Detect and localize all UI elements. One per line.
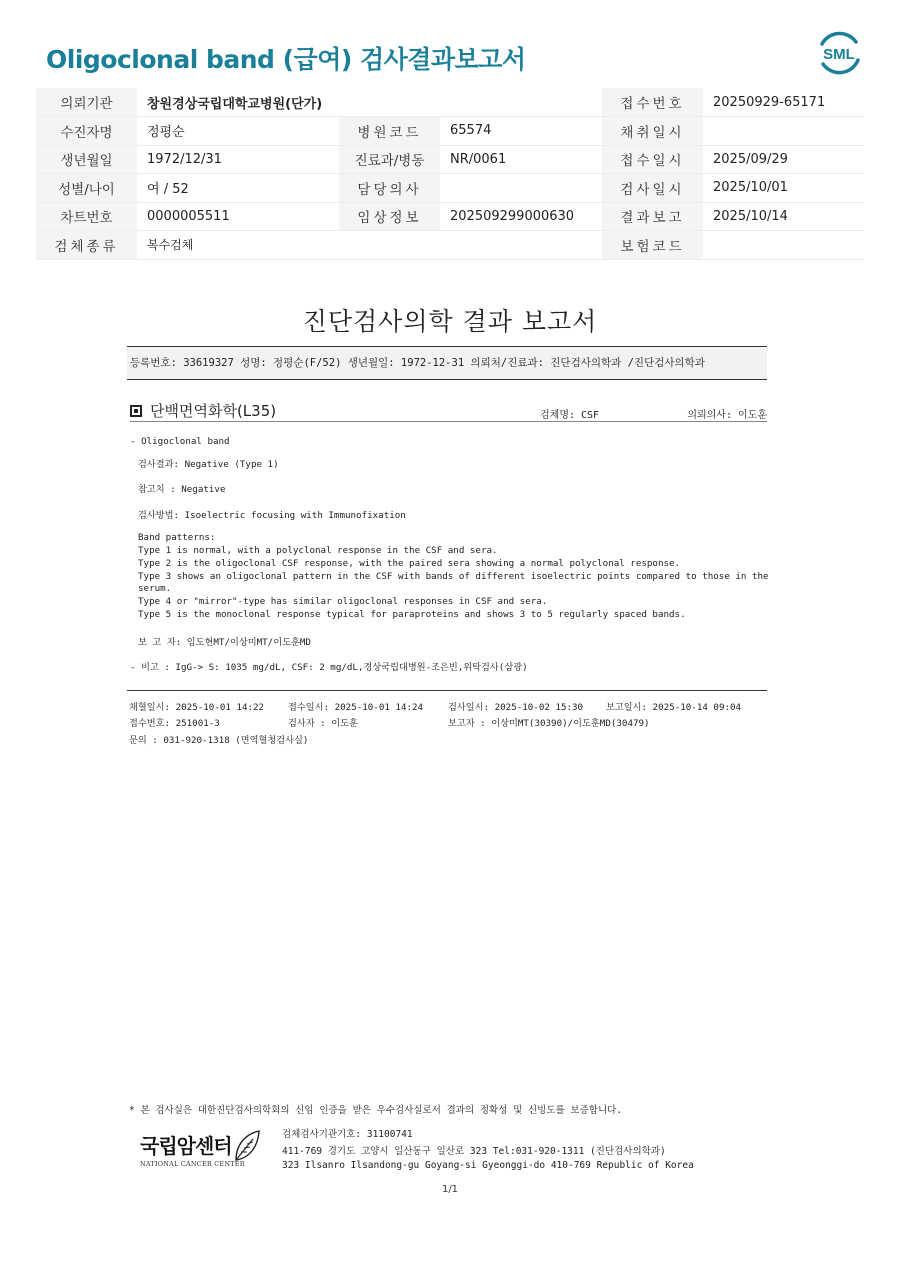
nca-logo	[140, 1130, 245, 1168]
birth-label: 생년월일	[36, 145, 137, 174]
hospital-code-value: 65574	[440, 117, 602, 146]
test-date-label: 검사일시	[602, 174, 703, 203]
dept-value: NR/0061	[440, 145, 602, 174]
note-line: - 비고 : IgG-> S: 1035 mg/dL, CSF: 2 mg/dL,경상국립대병원-조은빈,위탁검사(삼광)	[130, 662, 528, 673]
doctor-value	[440, 174, 602, 203]
band-pattern-line: Type 1 is normal, with a polyclonal response in the CSF and sera.	[138, 545, 498, 556]
org-code: 검체검사기관기호: 31100741	[282, 1129, 413, 1140]
certification-note: * 본 검사실은 대한진단검사의학회의 신임 인증을 받은 우수검사실로서 결과의 정확성 및 신빙도를 보증합니다.	[129, 1105, 623, 1116]
test-time: 검사일시: 2025-10-02 15:30	[448, 702, 584, 713]
sex-age-value: 여 / 52	[137, 174, 339, 203]
table-row	[36, 145, 864, 174]
band-pattern-line: Type 5 is the monoclonal response typical for paraproteins and shows 3 to 5 regularly spaced bands.	[138, 609, 686, 620]
receipt-number: 접수번호: 251001-3	[129, 718, 220, 729]
patient-label: 수진자명	[36, 117, 137, 146]
receipt-date-label: 접수일시	[602, 145, 703, 174]
test-result: 검사결과: Negative (Type 1)	[138, 459, 279, 470]
band-pattern-line: serum.	[138, 583, 172, 594]
referring-doctor: 의뢰의사: 이도훈	[687, 410, 767, 421]
collection-date-label: 채취일시	[602, 117, 703, 146]
section-header	[130, 400, 767, 422]
table-row	[36, 117, 864, 146]
receipt-time: 접수일시: 2025-10-01 14:24	[288, 702, 424, 713]
specimen-name: 검체명: CSF	[540, 410, 600, 421]
doctor-label: 담당의사	[339, 174, 440, 203]
clinical-value: 202509299000630	[440, 202, 602, 231]
sml-logo	[814, 28, 864, 78]
page-number: 1/1	[441, 1184, 459, 1195]
nca-name-en: NATIONAL CANCER CENTER	[140, 1160, 245, 1168]
report-time: 보고일시: 2025-10-14 09:04	[606, 702, 742, 713]
tester: 검사자 : 이도훈	[288, 718, 358, 729]
reporter-line: 보 고 자: 임도현MT/이상미MT/이도훈MD	[138, 637, 311, 648]
contact: 문의 : 031-920-1318 (면역혈청검사실)	[129, 735, 309, 746]
nca-name-kr: 국립암센터	[140, 1134, 232, 1158]
patient-value: 정평순	[137, 117, 339, 146]
table-row	[36, 174, 864, 203]
patient-info-table	[36, 88, 864, 260]
institution-value: 창원경상국립대학교병원(단가)	[137, 88, 602, 117]
reference-value: 참고치 : Negative	[138, 484, 226, 495]
institution-label: 의뢰기관	[36, 88, 137, 117]
report-date-value: 2025/10/14	[703, 202, 864, 231]
band-pattern-line: Type 4 or "mirror"-type has similar oligoclonal responses in CSF and sera.	[138, 596, 548, 607]
divider	[127, 690, 767, 691]
band-pattern-line: Type 2 is the oligoclonal CSF response, with the paired sera showing a normal polyclonal response.	[138, 558, 681, 569]
collection-time: 채혈일시: 2025-10-01 14:22	[129, 702, 265, 713]
band-pattern-line: Band patterns:	[138, 532, 216, 543]
specimen-label: 검체종류	[36, 231, 137, 260]
report-title: 진단검사의학 결과 보고서	[302, 307, 598, 336]
hospital-code-label: 병원코드	[339, 117, 440, 146]
section-title-text: 단백면역화학(L35)	[150, 402, 277, 420]
reporter: 보고자 : 이상미MT(30390)/이도훈MD(30479)	[448, 718, 650, 729]
clinical-label: 임상정보	[339, 202, 440, 231]
sex-age-label: 성별/나이	[36, 174, 137, 203]
receipt-date-value: 2025/09/29	[703, 145, 864, 174]
leaf-icon	[232, 1128, 262, 1164]
collection-date-value	[703, 117, 864, 146]
org-address-en: 323 Ilsanro Ilsandong-gu Goyang-si Gyeonggi-do 410-769 Republic of Korea	[282, 1160, 694, 1171]
specimen-value: 복수검체	[137, 231, 602, 260]
page-title: Oligoclonal band (급여) 검사결과보고서	[46, 45, 526, 74]
birth-value: 1972/12/31	[137, 145, 339, 174]
test-name: - Oligoclonal band	[130, 436, 230, 447]
org-address-kr: 411-769 경기도 고양시 일산동구 일산로 323 Tel:031-920-1311 (진단검사의학과)	[282, 1146, 666, 1157]
insurance-label: 보험코드	[602, 231, 703, 260]
table-row	[36, 231, 864, 260]
report-date-label: 결과보고	[602, 202, 703, 231]
checkbox-square-icon	[130, 405, 142, 417]
table-row	[36, 88, 864, 117]
dept-label: 진료과/병동	[339, 145, 440, 174]
chart-label: 차트번호	[36, 202, 137, 231]
registration-bar: 등록번호: 33619327 성명: 정평순(F/52) 생년월일: 1972-12-31 의뢰처/진료과: 진단검사의학과 /진단검사의학과	[127, 346, 767, 380]
insurance-value	[703, 231, 864, 260]
logo-text: SML	[823, 46, 855, 63]
test-method: 검사방법: Isoelectric focusing with Immunofixation	[138, 510, 406, 521]
chart-value: 0000005511	[137, 202, 339, 231]
section-title	[130, 400, 276, 421]
band-pattern-line: Type 3 shows an oligoclonal pattern in the CSF with bands of different isoelectric points compared to those in the	[138, 571, 769, 582]
receipt-no-value: 20250929-65171	[703, 88, 864, 117]
receipt-no-label: 접수번호	[602, 88, 703, 117]
table-row	[36, 202, 864, 231]
test-date-value: 2025/10/01	[703, 174, 864, 203]
